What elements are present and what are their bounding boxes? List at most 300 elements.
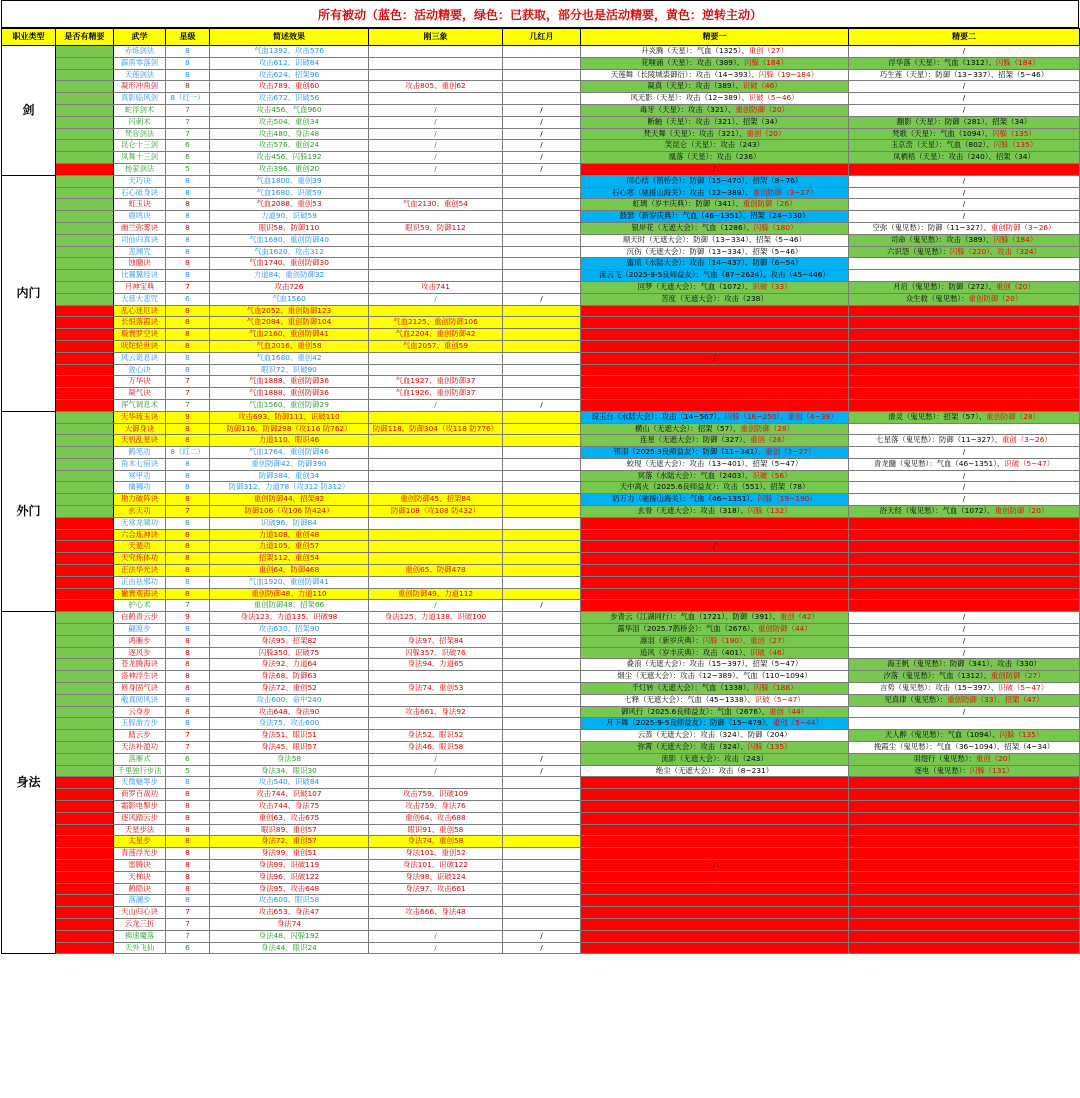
table-row	[2, 529, 1080, 541]
essence-text: 逐电（鬼见愁）：	[914, 765, 970, 775]
essence-text: /	[962, 104, 966, 114]
essence-highlight-text: 重创（44）	[769, 706, 809, 716]
skill-name-cell: 冥甲功	[114, 470, 166, 482]
essence-two-cell	[849, 187, 1080, 199]
gang-sanxiang-cell	[369, 895, 503, 907]
effect-cell: 攻击540、识破84	[210, 777, 369, 789]
skill-name-cell: 真影临风剑	[114, 93, 166, 105]
gang-sanxiang-cell: 气血1926、重创防御37	[369, 388, 503, 400]
red-moon-cell	[503, 270, 581, 282]
essence-flag-cell	[56, 895, 114, 907]
gang-sanxiang-cell: 重创64、攻击688	[369, 812, 503, 824]
essence-two-cell	[849, 163, 1080, 175]
essence-one-cell	[581, 848, 849, 860]
essence-flag-cell	[56, 671, 114, 683]
gang-sanxiang-cell: 攻击759、身法76	[369, 801, 503, 813]
essence-two-cell	[849, 541, 1080, 553]
star-cell: 8	[166, 234, 210, 246]
essence-text: 见真律（鬼见愁）：	[884, 694, 948, 704]
table-row	[2, 812, 1080, 824]
essence-two-cell	[849, 588, 1080, 600]
table-row	[2, 942, 1080, 954]
red-moon-cell	[503, 329, 581, 341]
table-row	[2, 918, 1080, 930]
essence-text: 天莲舞（长陵城裘御衍）：攻击（14~393）、	[610, 69, 759, 79]
star-cell: 5	[166, 163, 210, 175]
red-moon-cell	[503, 46, 581, 58]
essence-two-cell	[849, 671, 1080, 683]
effect-cell: 攻击672、识破56	[210, 93, 369, 105]
gang-sanxiang-cell	[369, 234, 503, 246]
skill-name-cell: 正法华光诀	[114, 565, 166, 577]
star-cell: 7	[166, 930, 210, 942]
essence-text: 羽翅行（鬼见愁）：	[913, 753, 976, 763]
essence-text: 毒牙（天星）：攻击（321）、	[639, 104, 736, 114]
gang-sanxiang-cell: /	[369, 140, 503, 152]
category-cell: 身法	[2, 612, 56, 954]
effect-cell: 重创64、防御468	[210, 565, 369, 577]
essence-one-cell	[581, 187, 849, 199]
gang-sanxiang-cell	[369, 671, 503, 683]
essence-one-cell	[581, 576, 849, 588]
essence-flag-cell	[56, 789, 114, 801]
essence-text: 露华泪（2025.7鹊桥会）：气血（2676）、	[617, 624, 758, 634]
star-cell: 8	[166, 317, 210, 329]
essence-flag-cell	[56, 765, 114, 777]
essence-two-cell	[849, 624, 1080, 636]
red-moon-cell	[503, 470, 581, 482]
table-row	[2, 293, 1080, 305]
essence-text: 梵歌（天星）：气血（1094）、	[892, 128, 993, 138]
essence-two-cell	[849, 329, 1080, 341]
red-moon-cell: /	[503, 140, 581, 152]
gang-sanxiang-cell: 气血2125、重创防御106	[369, 317, 503, 329]
essence-text: 凤栖梧（天星）：攻击（240）、招架（34）	[893, 152, 1035, 162]
gang-sanxiang-cell: 身法97、攻击661	[369, 883, 503, 895]
effect-cell: 气血1800、重创39	[210, 175, 369, 187]
star-cell: 6	[166, 140, 210, 152]
red-moon-cell	[503, 388, 581, 400]
essence-two-cell	[849, 199, 1080, 211]
gang-sanxiang-cell: 重创防御49、力道112	[369, 588, 503, 600]
red-moon-cell	[503, 517, 581, 529]
table-row	[2, 789, 1080, 801]
essence-one-cell	[581, 140, 849, 152]
essence-text: 虹璃（岁丰庆典）：防御（341）、	[632, 199, 743, 209]
essence-highlight-text: 闪躲（190）、重创（27）	[702, 635, 790, 645]
skill-name-cell: 璇寰罗空诀	[114, 329, 166, 341]
essence-flag-cell	[56, 588, 114, 600]
star-cell: 9	[166, 411, 210, 423]
essence-text: 空弥（鬼见愁）：防御（11~327）、	[872, 222, 991, 232]
gang-sanxiang-cell: 身法125、力道138、识破100	[369, 612, 503, 624]
gang-sanxiang-cell: /	[369, 765, 503, 777]
essence-two-cell	[849, 222, 1080, 234]
essence-two-cell	[849, 376, 1080, 388]
star-cell: 7	[166, 730, 210, 742]
table-row	[2, 246, 1080, 258]
star-cell: 8	[166, 871, 210, 883]
essence-highlight-text: 闪躲（135）	[747, 742, 792, 752]
gang-sanxiang-cell	[369, 517, 503, 529]
table-row	[2, 163, 1080, 175]
essence-text: 追风（岁丰庆典）：攻击（401）、	[639, 647, 751, 657]
skill-name-cell: 蛇浮剑术	[114, 104, 166, 116]
effect-cell: 身法99、重创51	[210, 848, 369, 860]
table-row	[2, 352, 1080, 364]
essence-two-cell	[849, 447, 1080, 459]
star-cell: 7	[166, 116, 210, 128]
star-cell: 8	[166, 848, 210, 860]
essence-two-cell	[849, 281, 1080, 293]
gang-sanxiang-cell	[369, 246, 503, 258]
skill-name-cell: 鸿雁步	[114, 635, 166, 647]
star-cell: 8	[166, 340, 210, 352]
essence-text: 沉伤（无遮大会）：防御（13~334）、招架（5~46）	[626, 246, 803, 256]
gang-sanxiang-cell: 眼识91、重创58	[369, 824, 503, 836]
table-row	[2, 612, 1080, 624]
red-moon-cell	[503, 895, 581, 907]
essence-flag-cell	[56, 647, 114, 659]
essence-flag-cell	[56, 329, 114, 341]
essence-one-cell	[581, 329, 849, 341]
essence-flag-cell	[56, 683, 114, 695]
essence-flag-cell	[56, 753, 114, 765]
essence-two-cell	[849, 635, 1080, 647]
essence-two-cell	[849, 730, 1080, 742]
essence-one-cell	[581, 612, 849, 624]
essence-text: 回梦（无遮大会）：气血（1072）、	[637, 281, 753, 291]
essence-text: 同心结（鹊桥会）：防御（15~470）、招架（8~76）	[626, 175, 803, 185]
effect-cell: 重创防御48、力道110	[210, 588, 369, 600]
table-row	[2, 104, 1080, 116]
essence-flag-cell	[56, 801, 114, 813]
essence-text: /	[962, 46, 966, 55]
gang-sanxiang-cell: /	[369, 152, 503, 164]
essence-highlight-text: 识破（5~47）	[754, 694, 805, 704]
star-cell: 6	[166, 293, 210, 305]
essence-one-cell	[581, 671, 849, 683]
essence-two-cell	[849, 270, 1080, 282]
table-row	[2, 376, 1080, 388]
gang-sanxiang-cell	[369, 411, 503, 423]
effect-cell: 气血1888、重创防御36	[210, 376, 369, 388]
skill-name-cell: 杨家剑法	[114, 163, 166, 175]
gang-sanxiang-cell: 眼识59、防御112	[369, 222, 503, 234]
red-moon-cell: /	[503, 930, 581, 942]
star-cell: 8	[166, 423, 210, 435]
skill-name-cell: 云龙三折	[114, 918, 166, 930]
red-moon-cell	[503, 317, 581, 329]
red-moon-cell	[503, 742, 581, 754]
essence-flag-cell	[56, 411, 114, 423]
essence-two-cell	[849, 753, 1080, 765]
essence-one-cell	[581, 836, 849, 848]
red-moon-cell	[503, 612, 581, 624]
star-cell: 8	[166, 659, 210, 671]
essence-flag-cell	[56, 565, 114, 577]
star-cell: 8	[166, 364, 210, 376]
effect-cell: 身法45、眼识57	[210, 742, 369, 754]
essence-two-cell	[849, 883, 1080, 895]
essence-highlight-text: 闪躲（220）、攻击（324）	[949, 246, 1041, 256]
essence-one-cell	[581, 435, 849, 447]
table-row	[2, 647, 1080, 659]
effect-cell: 身法68、防御63	[210, 671, 369, 683]
skill-name-cell: 鹿鸣诀	[114, 211, 166, 223]
red-moon-cell: /	[503, 128, 581, 140]
essence-flag-cell	[56, 199, 114, 211]
essence-text: 司命（鬼见愁）：攻击（389）、	[890, 234, 994, 244]
essence-flag-cell	[56, 281, 114, 293]
skill-name-cell: 大御身诀	[114, 423, 166, 435]
essence-two-cell	[849, 104, 1080, 116]
essence-flag-cell	[56, 812, 114, 824]
table-row	[2, 317, 1080, 329]
effect-cell: 气血1920、重创防御41	[210, 576, 369, 588]
effect-cell: 身法72、重创52	[210, 683, 369, 695]
essence-flag-cell	[56, 104, 114, 116]
essence-flag-cell	[56, 871, 114, 883]
gang-sanxiang-cell: 重创65、防御478	[369, 565, 503, 577]
effect-cell: 身法95、招架82	[210, 635, 369, 647]
red-moon-cell: /	[503, 293, 581, 305]
red-moon-cell	[503, 859, 581, 871]
gang-sanxiang-cell: 身法101、识破122	[369, 859, 503, 871]
essence-one-cell	[581, 116, 849, 128]
essence-flag-cell	[56, 541, 114, 553]
essence-one-cell	[581, 742, 849, 754]
effect-cell: 攻击744、识破107	[210, 789, 369, 801]
essence-two-cell	[849, 234, 1080, 246]
gang-sanxiang-cell: 身法74、重创53	[369, 683, 503, 695]
table-row	[2, 411, 1080, 423]
star-cell: 8	[166, 81, 210, 93]
skill-name-cell: 逐风踏云步	[114, 812, 166, 824]
essence-highlight-text: 识破（5~47）	[998, 683, 1049, 693]
red-moon-cell	[503, 458, 581, 470]
star-cell: 8（红一）	[166, 93, 210, 105]
star-cell: 8	[166, 494, 210, 506]
essence-two-cell	[849, 848, 1080, 860]
essence-one-cell	[581, 211, 849, 223]
star-cell: 6	[166, 152, 210, 164]
essence-one-cell	[581, 175, 849, 187]
gang-sanxiang-cell	[369, 553, 503, 565]
effect-cell: 眼识58、防御110	[210, 222, 369, 234]
essence-one-cell	[581, 199, 849, 211]
table-row	[2, 175, 1080, 187]
header-cell: 职业类型	[2, 29, 56, 46]
red-moon-cell	[503, 824, 581, 836]
effect-cell: 力道110、眼识46	[210, 435, 369, 447]
essence-text: 梵天舞（天星）：攻击（321）、	[643, 128, 747, 138]
skill-name-cell: 云身步	[114, 706, 166, 718]
essence-two-cell	[849, 576, 1080, 588]
essence-highlight-text: 重创防御（3~27）	[752, 187, 818, 197]
gang-sanxiang-cell: 重创防御45、招架84	[369, 494, 503, 506]
red-moon-cell	[503, 482, 581, 494]
skill-name-cell: 天法补盈功	[114, 742, 166, 754]
skill-name-cell: 白鹤青云步	[114, 612, 166, 624]
essence-text: 鼓瑟（新岁庆典）：气血（46~1351）、招架（24~330）	[619, 211, 810, 221]
red-moon-cell	[503, 376, 581, 388]
star-cell: 8	[166, 470, 210, 482]
red-moon-cell	[503, 718, 581, 730]
star-cell: 7	[166, 506, 210, 518]
gang-sanxiang-cell: 闪躲357、识破76	[369, 647, 503, 659]
gang-sanxiang-cell: /	[369, 293, 503, 305]
essence-flag-cell	[56, 246, 114, 258]
essence-text: /	[962, 199, 966, 209]
effect-cell: 气血1560	[210, 293, 369, 305]
skill-name-cell: 修身固气诀	[114, 683, 166, 695]
table-row	[2, 423, 1080, 435]
skill-name-cell: 天究炼体功	[114, 553, 166, 565]
essence-text: 凝真（天星）：攻击（389）、	[647, 81, 743, 91]
star-cell: 7	[166, 388, 210, 400]
red-moon-cell	[503, 553, 581, 565]
essence-flag-cell	[56, 81, 114, 93]
essence-one-cell	[581, 659, 849, 671]
essence-text: 蜜琉（水陆大会）：攻击（14~437）、防御（6~54）	[626, 258, 803, 268]
effect-cell: 身法92、力道64	[210, 659, 369, 671]
star-cell: 8	[166, 258, 210, 270]
essence-one-cell	[581, 93, 849, 105]
essence-text: 断触（天星）：攻击（321）、招架（34）	[647, 116, 782, 126]
red-moon-cell	[503, 211, 581, 223]
essence-text: 琼玉台（水陆大会）：攻击（14~567）、	[591, 411, 725, 421]
star-cell: 8	[166, 588, 210, 600]
skill-name-cell: 凤舞十三剑	[114, 152, 166, 164]
essence-highlight-text: 重创（42）	[779, 612, 819, 622]
star-cell: 8	[166, 517, 210, 529]
gang-sanxiang-cell: /	[369, 128, 503, 140]
table-row	[2, 470, 1080, 482]
table-row	[2, 683, 1080, 695]
star-cell: 7	[166, 918, 210, 930]
skill-name-cell: 勘力破阵诀	[114, 494, 166, 506]
table-row	[2, 81, 1080, 93]
essence-one-cell	[581, 305, 849, 317]
effect-cell: 力道84、重创防御32	[210, 270, 369, 282]
star-cell: 8	[166, 175, 210, 187]
gang-sanxiang-cell	[369, 541, 503, 553]
essence-one-cell	[581, 529, 849, 541]
essence-one-cell	[581, 270, 849, 282]
star-cell: 8	[166, 482, 210, 494]
essence-flag-cell	[56, 93, 114, 105]
essence-highlight-text: 识破（5~47）	[1004, 458, 1055, 468]
star-cell: 8	[166, 635, 210, 647]
essence-text: 弥霄（无遮大会）：攻击（324）、	[637, 742, 748, 752]
header-cell: 刚三象	[369, 29, 503, 46]
essence-highlight-text: 重创（20）	[746, 128, 786, 138]
table-row	[2, 305, 1080, 317]
red-moon-cell	[503, 281, 581, 293]
essence-text: 滑灵（鬼见愁）：招架（57）、	[888, 411, 987, 421]
essence-flag-cell	[56, 222, 114, 234]
effect-cell: 攻击504、重创34	[210, 116, 369, 128]
effect-cell: 攻击480、身法48	[210, 128, 369, 140]
star-cell: 7	[166, 600, 210, 612]
table-row	[2, 116, 1080, 128]
essence-two-cell	[849, 317, 1080, 329]
essence-flag-cell	[56, 482, 114, 494]
effect-cell: 气血1680、识破59	[210, 187, 369, 199]
essence-highlight-text: 闪躲（184）	[993, 234, 1038, 244]
gang-sanxiang-cell	[369, 694, 503, 706]
gang-sanxiang-cell: 身法98、识破124	[369, 871, 503, 883]
gang-sanxiang-cell: 身法46、眼识58	[369, 742, 503, 754]
table-row	[2, 340, 1080, 352]
effect-cell: 身法58	[210, 753, 369, 765]
red-moon-cell	[503, 801, 581, 813]
skill-name-cell: 六合炼神诀	[114, 529, 166, 541]
table-row	[2, 635, 1080, 647]
red-moon-cell	[503, 305, 581, 317]
essence-highlight-text: 重创防御（26）	[742, 199, 797, 209]
table-row	[2, 222, 1080, 234]
essence-flag-cell	[56, 234, 114, 246]
essence-one-cell	[581, 930, 849, 942]
red-moon-cell	[503, 789, 581, 801]
red-moon-cell: /	[503, 152, 581, 164]
skill-name-cell: 天山归心诀	[114, 907, 166, 919]
effect-cell: 气血2084、重创防御104	[210, 317, 369, 329]
table-row	[2, 576, 1080, 588]
essence-flag-cell	[56, 211, 114, 223]
skill-name-cell: 天华琉玉诀	[114, 411, 166, 423]
gang-sanxiang-cell: 攻击741	[369, 281, 503, 293]
skill-name-cell: 虹玉诀	[114, 199, 166, 211]
skill-name-cell: 护心术	[114, 600, 166, 612]
essence-text: 蛟现（无遮大会）：攻击（13~401）、招架（5~47）	[626, 458, 803, 468]
effect-cell: 气血2052、重创防御123	[210, 305, 369, 317]
skill-name-cell: 青莲浮光步	[114, 848, 166, 860]
effect-cell: 招架112、重创54	[210, 553, 369, 565]
essence-two-cell	[849, 152, 1080, 164]
header-cell: 简述效果	[210, 29, 369, 46]
skill-name-cell: 风云诡息诀	[114, 352, 166, 364]
essence-one-cell	[581, 753, 849, 765]
gang-sanxiang-cell	[369, 470, 503, 482]
essence-two-cell	[849, 57, 1080, 69]
essence-text: 月启（鬼见愁）：防御（272）、	[893, 281, 996, 291]
essence-highlight-text: 重创（26）	[750, 435, 790, 445]
essence-flag-cell	[56, 859, 114, 871]
gang-sanxiang-cell	[369, 69, 503, 81]
gang-sanxiang-cell: 攻击666、身法48	[369, 907, 503, 919]
skill-name-cell: 闪刺术	[114, 116, 166, 128]
essence-one-cell	[581, 506, 849, 518]
star-cell: 8	[166, 529, 210, 541]
essence-text: /	[962, 647, 966, 657]
essence-one-cell	[581, 69, 849, 81]
red-moon-cell: /	[503, 104, 581, 116]
gang-sanxiang-cell	[369, 447, 503, 459]
essence-text: 巧生莲（天星）：防御（13~337）、招架（5~46）	[879, 69, 1049, 79]
essence-flag-cell	[56, 352, 114, 364]
star-cell: 7	[166, 128, 210, 140]
effect-cell: 气血1392、攻击576	[210, 46, 369, 58]
effect-cell: 攻击789、重创60	[210, 81, 369, 93]
skill-name-cell: 司仙归真诀	[114, 234, 166, 246]
skill-name-cell: 雷腾诀	[114, 859, 166, 871]
gang-sanxiang-cell: /	[369, 116, 503, 128]
skill-name-cell: 凝气诀	[114, 388, 166, 400]
table-row	[2, 753, 1080, 765]
